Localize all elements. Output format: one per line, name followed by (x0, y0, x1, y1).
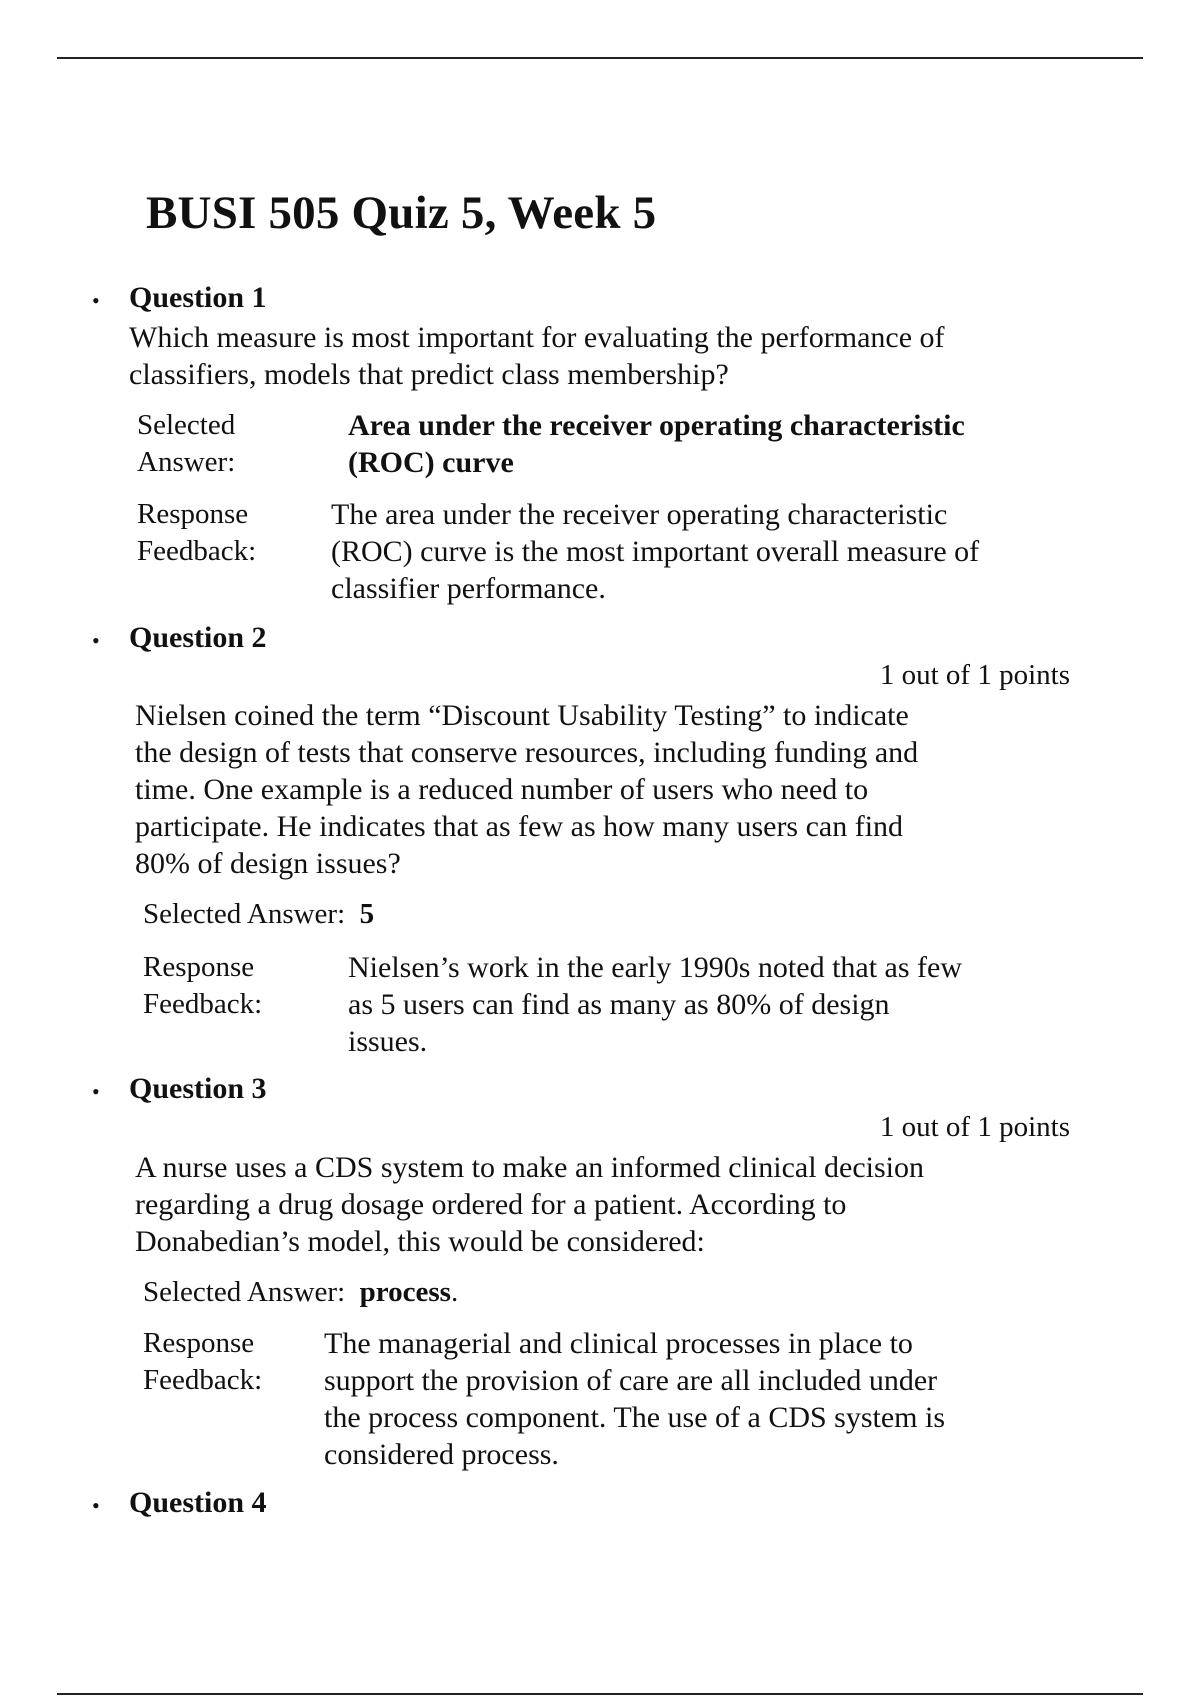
question-2-points: 1 out of 1 points (879, 659, 1070, 691)
question-1-feedback (331, 496, 979, 607)
answer-line: (ROC) curve (348, 446, 514, 479)
question-text-line: classifiers, models that predict class membership? (129, 358, 729, 391)
question-2-text (135, 697, 918, 882)
bullet-icon: • (92, 1493, 100, 1518)
question-text-line: the design of tests that conserve resources, including funding and (135, 736, 919, 769)
answer-line: Area under the receiver operating characteristic (348, 409, 965, 442)
question-2-feedback (348, 949, 962, 1060)
question-text-line: Donabedian’s model, this would be considered: (135, 1225, 705, 1258)
label-line: Feedback: (143, 1364, 263, 1396)
feedback-line: considered process. (324, 1438, 559, 1471)
label-line: Response (143, 1327, 255, 1359)
feedback-line: as 5 users can find as many as 80% of design (348, 988, 890, 1021)
question-text-line: A nurse uses a CDS system to make an informed clinical decision (135, 1151, 925, 1184)
question-2-feedback-label (143, 949, 262, 1023)
selected-label: Selected Answer: (143, 898, 346, 930)
question-3-selected (143, 1274, 458, 1311)
label-line: Selected (137, 409, 236, 441)
feedback-line: The managerial and clinical processes in place to (324, 1327, 913, 1360)
feedback-line: support the provision of care are all included under (324, 1364, 938, 1397)
label-line: Feedback: (143, 988, 263, 1020)
bullet-icon: • (92, 628, 100, 653)
question-1-text (129, 319, 945, 393)
label-line: Feedback: (137, 535, 257, 567)
feedback-line: issues. (348, 1025, 428, 1058)
top-rule (57, 57, 1143, 59)
bullet-icon: • (92, 1079, 100, 1104)
question-3-text (135, 1149, 924, 1260)
feedback-line: The area under the receiver operating characteristic (331, 498, 948, 531)
question-text-line: Which measure is most important for evaluating the performance of (129, 321, 945, 354)
feedback-line: the process component. The use of a CDS system is (324, 1401, 946, 1434)
bullet-icon: • (92, 288, 100, 313)
question-2-selected (143, 896, 374, 933)
question-3-feedback-label (143, 1325, 262, 1399)
question-4-heading: Question 4 (129, 1486, 267, 1519)
question-1-selected-label (137, 407, 235, 481)
page-title: BUSI 505 Quiz 5, Week 5 (146, 187, 657, 239)
label-line: Response (137, 498, 249, 530)
question-1-selected-answer (348, 407, 965, 481)
question-text-line: participate. He indicates that as few as how many users can find (135, 810, 904, 843)
selected-answer: 5 (359, 898, 375, 930)
selected-answer: process (359, 1276, 451, 1308)
question-1-heading: Question 1 (129, 281, 267, 314)
bottom-rule (57, 1693, 1143, 1695)
feedback-line: Nielsen’s work in the early 1990s noted that as few (348, 951, 963, 984)
question-text-line: time. One example is a reduced number of users who need to (135, 773, 869, 806)
selected-answer-suffix: . (450, 1276, 459, 1308)
question-3-feedback (324, 1325, 945, 1473)
question-1-feedback-label (137, 496, 256, 570)
question-3-heading: Question 3 (129, 1072, 267, 1105)
label-line: Response (143, 951, 255, 983)
label-line: Answer: (137, 446, 236, 478)
selected-label: Selected Answer: (143, 1276, 346, 1308)
feedback-line: (ROC) curve is the most important overall measure of (331, 535, 980, 568)
question-3-points: 1 out of 1 points (879, 1111, 1070, 1143)
feedback-line: classifier performance. (331, 572, 606, 605)
question-text-line: 80% of design issues? (135, 847, 401, 880)
question-text-line: Nielsen coined the term “Discount Usability Testing” to indicate (135, 699, 909, 732)
question-2-heading: Question 2 (129, 621, 267, 654)
question-text-line: regarding a drug dosage ordered for a patient. According to (135, 1188, 847, 1221)
